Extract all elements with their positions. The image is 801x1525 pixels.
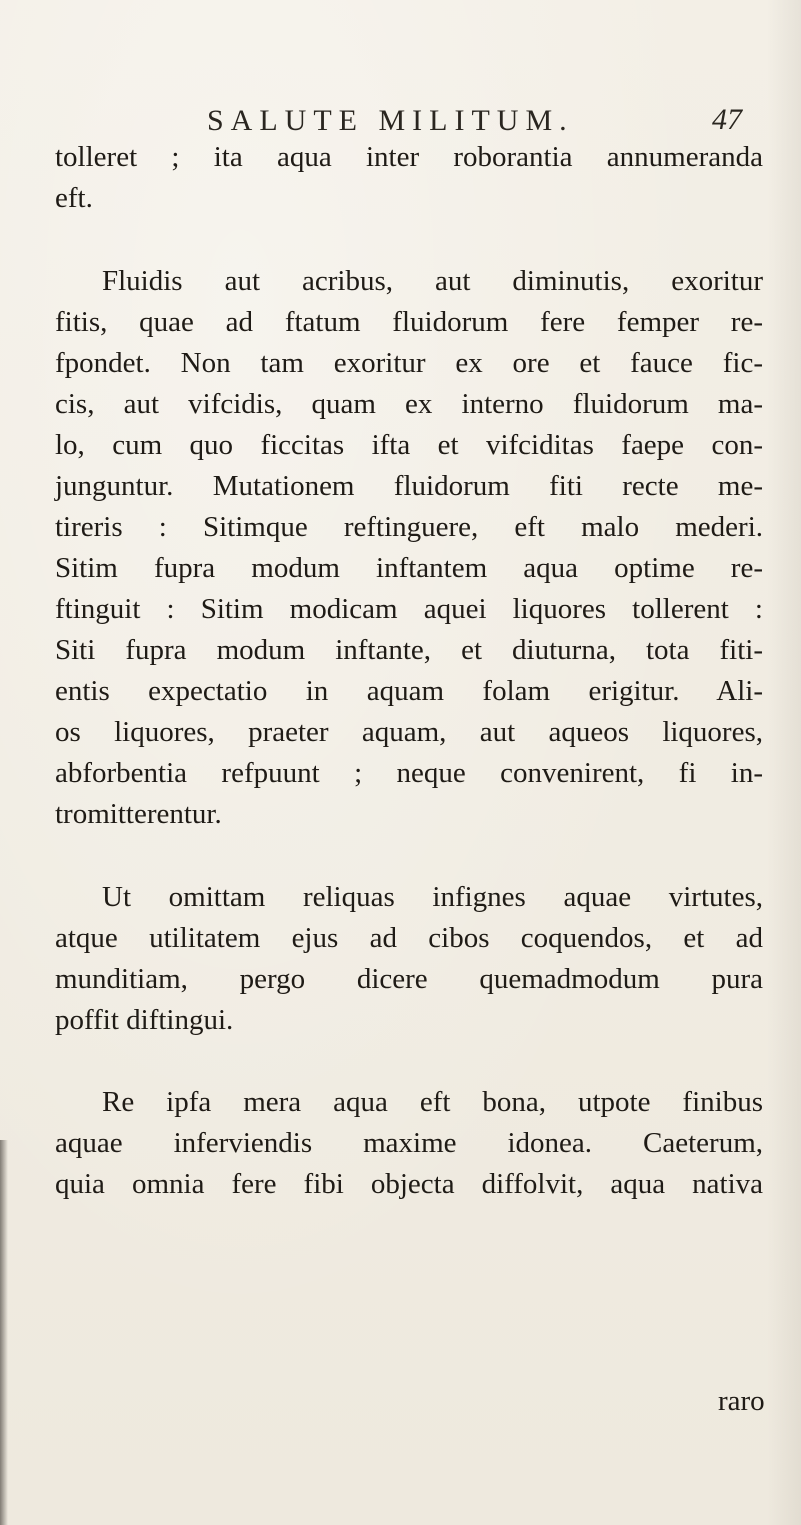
text-line: munditiam, pergo dicere quemadmodum pura: [55, 963, 763, 995]
text-line: quia omnia fere fibi objecta diffolvit, aqua nativa: [55, 1168, 763, 1200]
text-line: Ut omittam reliquas infignes aquae virtutes,: [102, 881, 763, 913]
text-line: cis, aut vifcidis, quam ex interno fluidorum ma-: [55, 388, 763, 420]
text-line: junguntur. Mutationem fluidorum fiti recte me-: [55, 470, 763, 502]
catchword: raro: [718, 1385, 765, 1417]
running-title: SALUTE MILITUM.: [207, 104, 574, 137]
paragraph-gap: [55, 219, 763, 261]
text-line: eft.: [55, 182, 93, 214]
text-line: aquae inferviendis maxime idonea. Caeterum,: [55, 1127, 763, 1159]
text-line: abforbentia refpuunt ; neque convenirent, fi in-: [55, 757, 763, 789]
text-line: entis expectatio in aquam folam erigitur. Ali-: [55, 675, 763, 707]
text-line: ftinguit : Sitim modicam aquei liquores tollerent :: [55, 593, 763, 625]
paragraph-gap: [55, 1041, 763, 1082]
text-line: lo, cum quo ficcitas ifta et vifciditas faepe con-: [55, 429, 763, 461]
text-line: Fluidis aut acribus, aut diminutis, exoritur: [102, 265, 763, 297]
text-line: Sitim fupra modum inftantem aqua optime re-: [55, 552, 763, 584]
text-line: tolleret ; ita aqua inter roborantia annumeranda: [55, 141, 763, 173]
main-text: [55, 137, 763, 1205]
paragraph-gap: [55, 835, 763, 877]
text-line: Siti fupra modum inftante, et diuturna, tota fiti-: [55, 634, 763, 666]
text-line: tromitterentur.: [55, 798, 222, 830]
binding-shadow: [0, 1140, 8, 1525]
page-edge-shading: [767, 0, 801, 1525]
text-line: tireris : Sitimque reftinguere, eft malo mederi.: [55, 511, 763, 543]
text-line: Re ipfa mera aqua eft bona, utpote finibus: [102, 1086, 763, 1118]
text-line: fitis, quae ad ftatum fluidorum fere femper re-: [55, 306, 763, 338]
text-line: os liquores, praeter aquam, aut aqueos liquores,: [55, 716, 763, 748]
page-number: 47: [712, 103, 742, 136]
text-line: poffit diftingui.: [55, 1004, 234, 1036]
text-line: fpondet. Non tam exoritur ex ore et fauce fic-: [55, 347, 763, 379]
text-line: atque utilitatem ejus ad cibos coquendos, et ad: [55, 922, 763, 954]
